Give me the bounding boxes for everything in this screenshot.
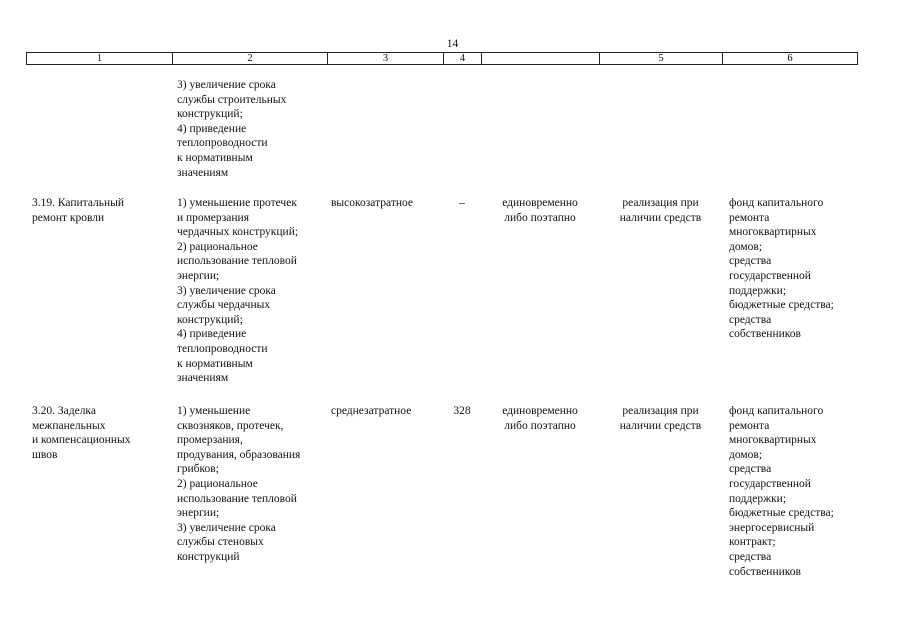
row-funding: фонд капитального ремонта многоквартирных домов; средства государственной поддержки; бюджетные средства; средства собственников: [729, 197, 834, 341]
header-col-blank: [481, 53, 599, 64]
table-header-row: [26, 52, 858, 65]
header-col-1: 1: [96, 53, 103, 64]
header-col-6: 6: [722, 53, 857, 64]
row-cost-class: высокозатратное: [331, 197, 414, 209]
row-period: единовременно либо поэтапно: [502, 405, 578, 432]
row-cost: 328: [453, 405, 471, 417]
row-cost: –: [459, 197, 465, 209]
row-name: 3.19. Капитальный ремонт кровли: [32, 197, 125, 224]
row-cost-class: среднезатратное: [331, 405, 412, 417]
header-col-4: 4: [443, 53, 481, 64]
header-col-2: 2: [172, 53, 327, 64]
header-col-5: 5: [599, 53, 722, 64]
page-number: 14: [446, 38, 459, 50]
header-col-3: 3: [327, 53, 443, 64]
continuation-effect: 3) увеличение срока службы строительных конструкций; 4) приведение теплопроводности к нормативным значениям: [177, 79, 287, 179]
row-period: единовременно либо поэтапно: [502, 197, 578, 224]
row-effect: 1) уменьшение протечек и промерзания чердачных конструкций; 2) рациональное использование тепловой энергии; 3) увеличение срока службы чердачных конструкций; 4) приведение теплопроводности к нормативным значениям: [177, 197, 299, 385]
row-condition: реализация при наличии средств: [619, 405, 702, 432]
row-condition: реализация при наличии средств: [619, 197, 702, 224]
row-funding: фонд капитального ремонта многоквартирных домов; средства государственной поддержки; бюджетные средства; энергосервисный контракт; средства собственников: [729, 405, 834, 578]
row-effect: 1) уменьшение сквозняков, протечек, промерзания, продувания, образования грибков; 2) рациональное использование тепловой энергии; 3) увеличение срока службы стеновых конструкций: [177, 405, 301, 563]
row-name: 3.20. Заделка межпанельных и компенсационных швов: [32, 405, 131, 461]
